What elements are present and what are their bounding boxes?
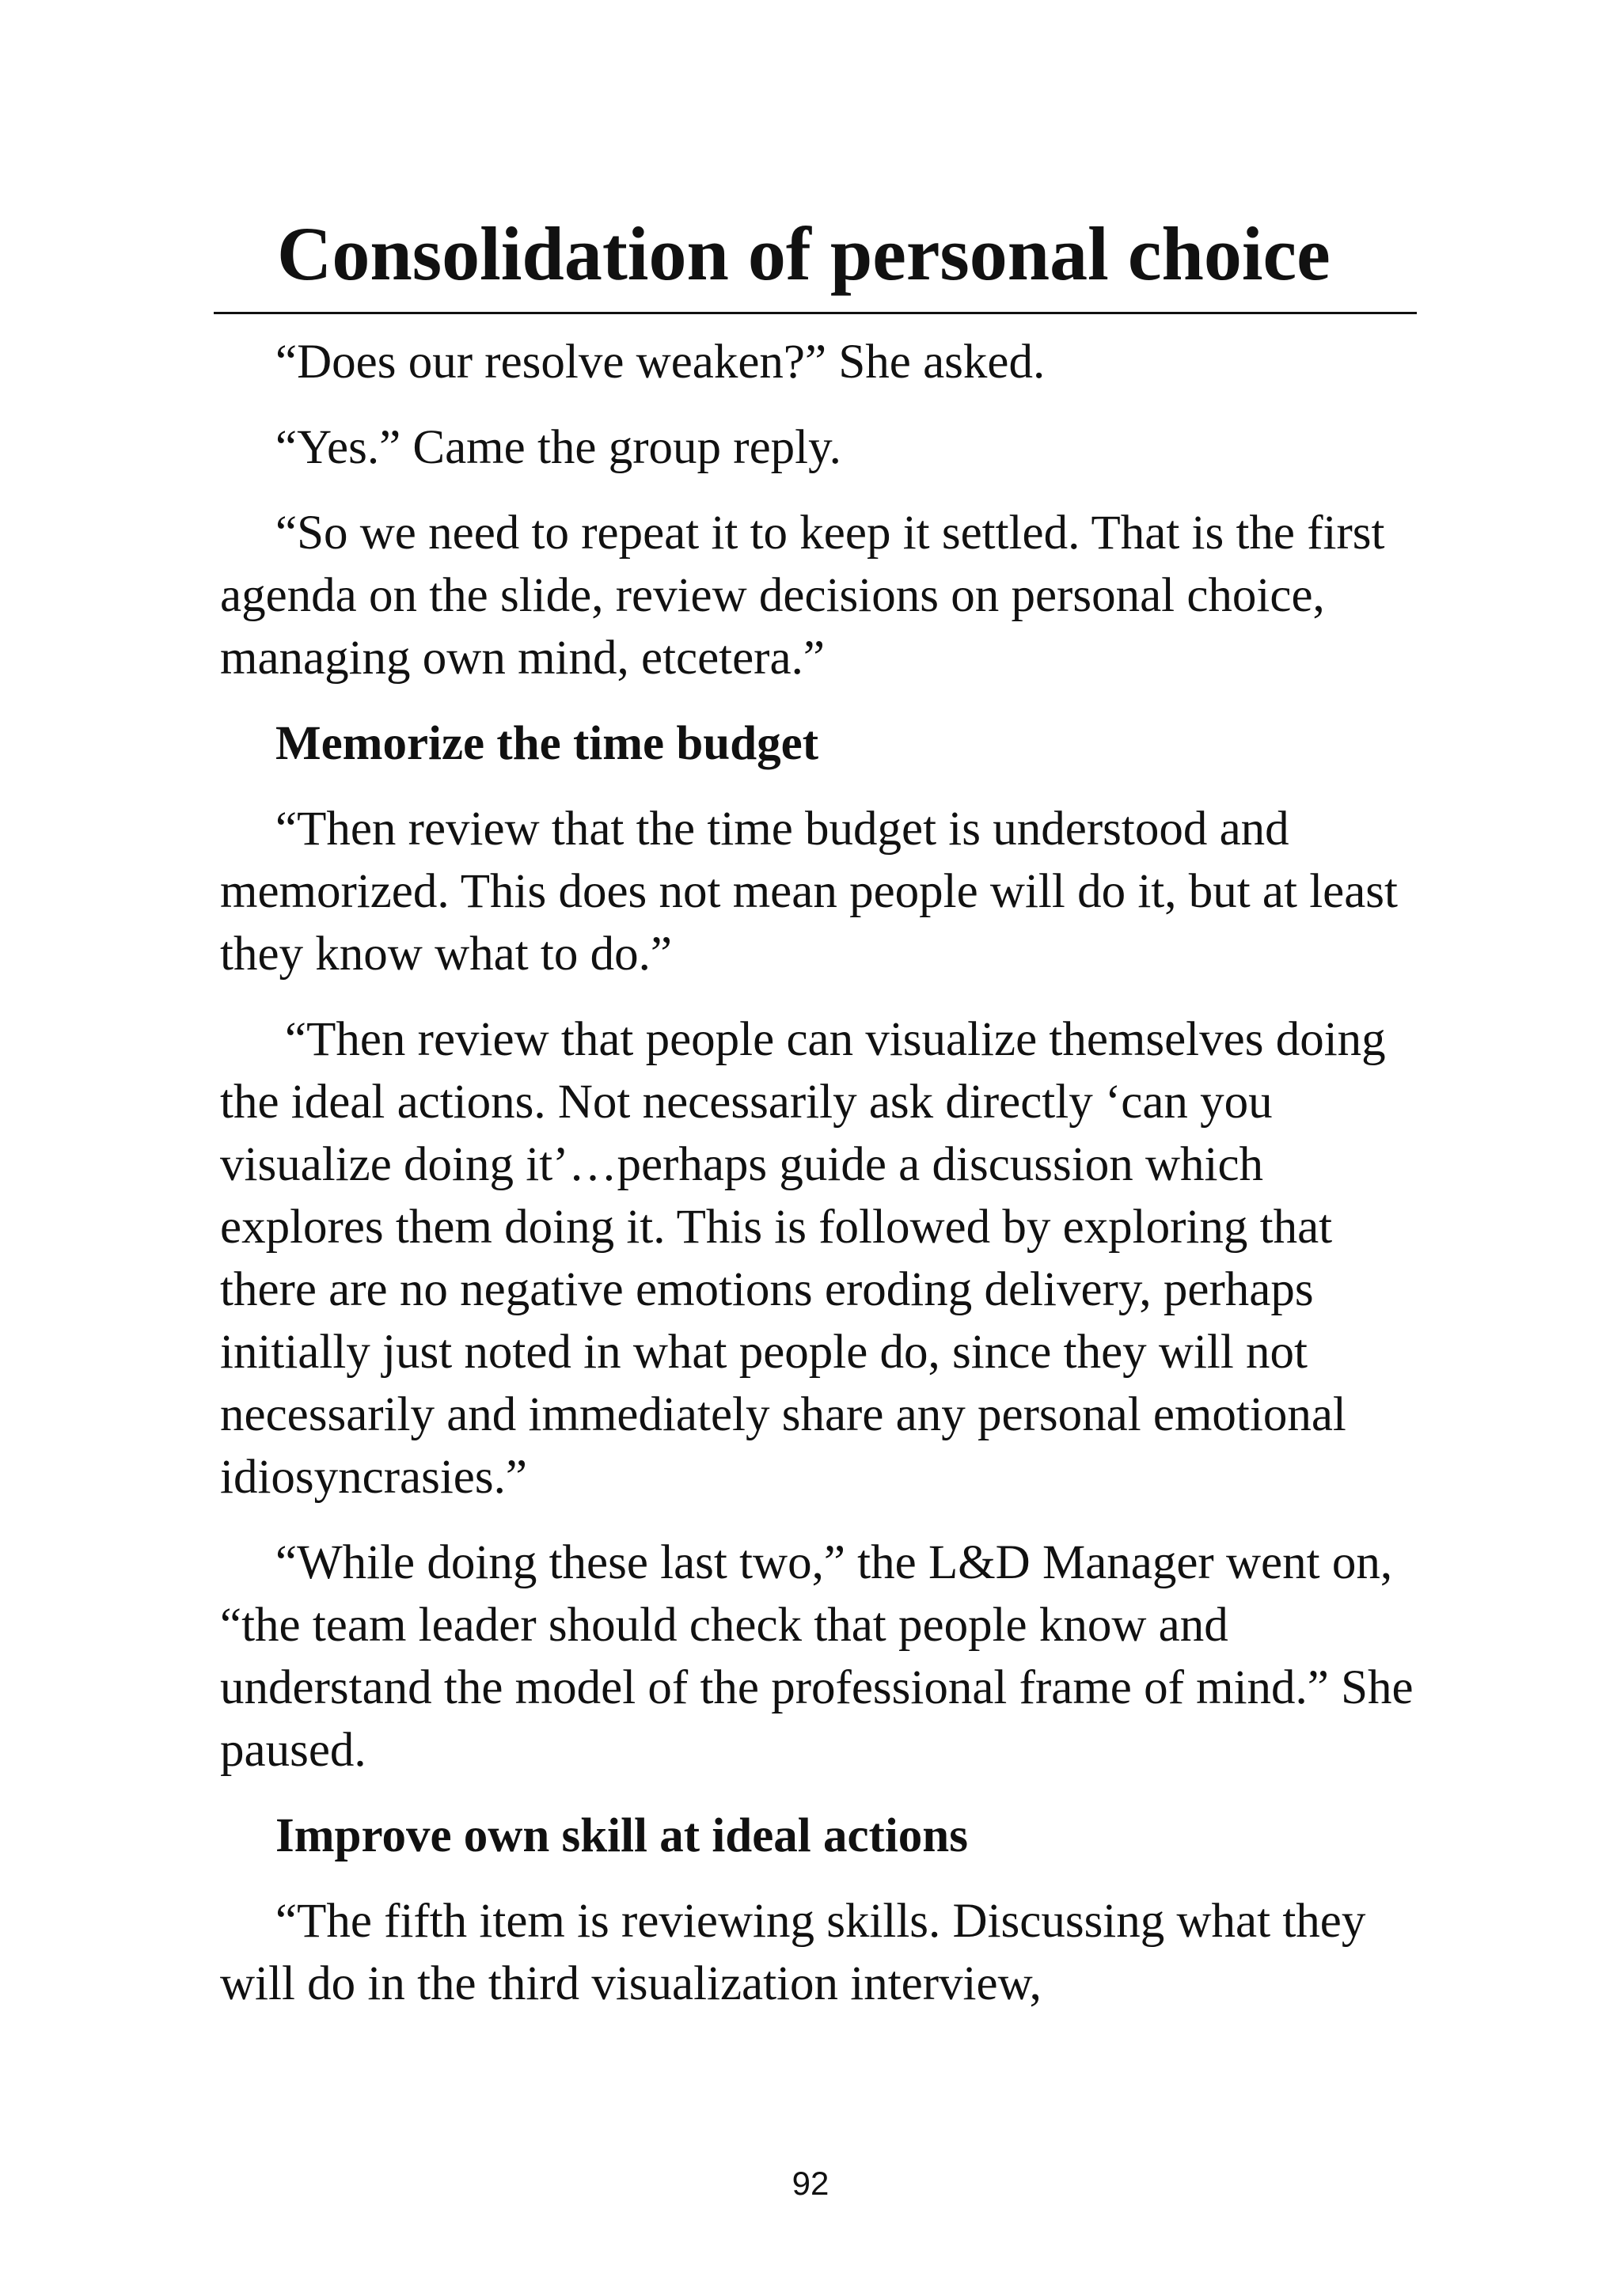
title-rule (214, 312, 1417, 314)
paragraph-7: “The fifth item is reviewing skills. Discussing what they will do in the third visualization interview, (220, 1895, 1366, 2010)
paragraph-4: “Then review that the time budget is understood and memorized. This does not mean people will do it, but at least they know what to do.” (220, 803, 1398, 981)
paragraph-3: “So we need to repeat it to keep it settled. That is the first agenda on the slide, review decisions on personal choice, managing own mind, etcetera.” (220, 507, 1385, 685)
paragraph-1: “Does our resolve weaken?” She asked. (275, 336, 1046, 389)
paragraph-6: “While doing these last two,” the L&D Manager went on, “the team leader should check that people know and understand the model of the professional frame of mind.” She paused. (220, 1536, 1414, 1777)
subheading-improve-skill: Improve own skill at ideal actions (275, 1809, 968, 1862)
page-number: 92 (792, 2165, 829, 2202)
body-text (220, 331, 1423, 2038)
subheading-memorize-time-budget: Memorize the time budget (275, 717, 819, 770)
chapter-title: Consolidation of personal choice (277, 211, 1331, 296)
paragraph-2: “Yes.” Came the group reply. (275, 421, 841, 474)
paragraph-5: “Then review that people can visualize themselves doing the ideal actions. Not necessarily ask directly ‘can you visualize doing it’…perhaps guide a discussion which explores them doing it. This is followed by exploring that there are no negative emotions eroding delivery, perhaps initially just noted in what people do, since they will not necessarily and immediately share any personal emotional idiosyncrasies.” (220, 1013, 1386, 1504)
